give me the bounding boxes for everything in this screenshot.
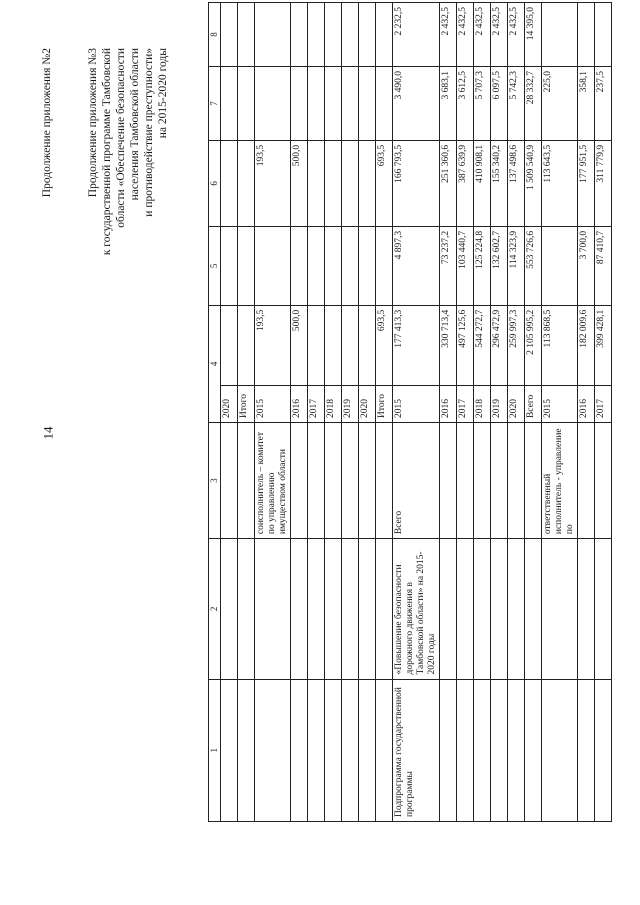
executor-cell — [221, 423, 238, 539]
total-cell: 693,5 — [376, 305, 393, 385]
executor-cell — [325, 423, 342, 539]
column-number: 2 — [209, 539, 221, 679]
other-cell — [238, 3, 255, 67]
regional-cell: 387 639,9 — [457, 140, 474, 226]
annex-header — [86, 48, 170, 255]
executor-cell: ответственный исполнитель - управление по — [542, 423, 578, 539]
federal-cell — [291, 226, 308, 305]
executor-cell — [525, 423, 542, 539]
other-cell — [595, 3, 612, 67]
program-cell — [542, 679, 578, 821]
executor-cell — [491, 423, 508, 539]
year-cell: 2016 — [291, 385, 308, 422]
federal-cell — [359, 226, 376, 305]
local-cell: 237,5 — [595, 66, 612, 140]
table-row — [325, 3, 342, 822]
other-cell — [308, 3, 325, 67]
table-row — [542, 3, 578, 822]
column-number: 3 — [209, 423, 221, 539]
title-cell — [474, 539, 491, 679]
title-cell — [342, 539, 359, 679]
regional-cell — [221, 140, 238, 226]
title-cell: «Повышение безопасности дорожного движения в Тамбовской области» на 2015-2020 годы — [393, 539, 440, 679]
regional-cell: 193,5 — [255, 140, 291, 226]
year-cell: 2017 — [595, 385, 612, 422]
local-cell: 6 097,5 — [491, 66, 508, 140]
executor-cell — [238, 423, 255, 539]
budget-table — [208, 2, 612, 822]
table-row — [491, 3, 508, 822]
executor-cell: Всего — [393, 423, 440, 539]
title-cell — [291, 539, 308, 679]
federal-cell — [221, 226, 238, 305]
executor-cell — [457, 423, 474, 539]
annex-line: области «Обеспечение безопасности — [115, 48, 127, 228]
regional-cell: 137 498,6 — [508, 140, 525, 226]
annex-line: к государственной программе Тамбовской — [101, 48, 113, 256]
program-cell — [457, 679, 474, 821]
local-cell: 3 490,0 — [393, 66, 440, 140]
year-cell: 2017 — [457, 385, 474, 422]
local-cell — [238, 66, 255, 140]
local-cell: 3 612,5 — [457, 66, 474, 140]
regional-cell — [238, 140, 255, 226]
table-row — [291, 3, 308, 822]
program-cell — [255, 679, 291, 821]
table-row — [457, 3, 474, 822]
executor-cell: соисполнитель – комитет по управлению имуществом области — [255, 423, 291, 539]
title-cell — [440, 539, 457, 679]
table-row — [578, 3, 595, 822]
program-cell — [376, 679, 393, 821]
title-cell — [457, 539, 474, 679]
column-number: 6 — [209, 140, 221, 226]
year-cell: 2015 — [255, 385, 291, 422]
title-cell — [238, 539, 255, 679]
program-cell — [308, 679, 325, 821]
local-cell: 28 332,7 — [525, 66, 542, 140]
column-number: 5 — [209, 226, 221, 305]
annex-line: и противодействие преступности» — [143, 48, 155, 217]
other-cell: 2 432,5 — [491, 3, 508, 67]
total-cell: 500,0 — [291, 305, 308, 385]
regional-cell: 251 360,6 — [440, 140, 457, 226]
other-cell — [255, 3, 291, 67]
program-cell — [342, 679, 359, 821]
program-cell — [291, 679, 308, 821]
regional-cell — [342, 140, 359, 226]
program-cell — [508, 679, 525, 821]
other-cell: 2 232,5 — [393, 3, 440, 67]
title-cell — [525, 539, 542, 679]
other-cell — [342, 3, 359, 67]
total-cell — [359, 305, 376, 385]
regional-cell: 155 340,2 — [491, 140, 508, 226]
table-row — [376, 3, 393, 822]
executor-cell — [508, 423, 525, 539]
executor-cell — [308, 423, 325, 539]
table-row — [595, 3, 612, 822]
year-cell: 2016 — [440, 385, 457, 422]
federal-cell — [376, 226, 393, 305]
federal-cell: 87 410,7 — [595, 226, 612, 305]
other-cell — [291, 3, 308, 67]
program-cell — [359, 679, 376, 821]
title-cell — [359, 539, 376, 679]
local-cell — [308, 66, 325, 140]
local-cell: 3 683,1 — [440, 66, 457, 140]
table-row — [308, 3, 325, 822]
local-cell: 5 742,3 — [508, 66, 525, 140]
federal-cell — [325, 226, 342, 305]
table-body — [209, 3, 612, 822]
table-row — [221, 3, 238, 822]
local-cell — [359, 66, 376, 140]
program-cell — [491, 679, 508, 821]
other-cell — [325, 3, 342, 67]
year-cell: 2016 — [578, 385, 595, 422]
executor-cell — [440, 423, 457, 539]
program-cell — [325, 679, 342, 821]
total-cell: 193,5 — [255, 305, 291, 385]
table-row — [474, 3, 491, 822]
regional-cell — [359, 140, 376, 226]
regional-cell: 1 509 540,9 — [525, 140, 542, 226]
table-row — [255, 3, 291, 822]
title-cell — [221, 539, 238, 679]
table-row — [393, 3, 440, 822]
continuation-title: Продолжение приложения №2 — [41, 48, 53, 198]
program-cell — [595, 679, 612, 821]
local-cell — [376, 66, 393, 140]
regional-cell: 166 793,5 — [393, 140, 440, 226]
total-cell: 2 105 995,2 — [525, 305, 542, 385]
regional-cell: 177 951,5 — [578, 140, 595, 226]
federal-cell — [542, 226, 578, 305]
year-cell: 2020 — [221, 385, 238, 422]
table-row — [440, 3, 457, 822]
other-cell — [221, 3, 238, 67]
column-number: 7 — [209, 66, 221, 140]
column-number: 8 — [209, 3, 221, 67]
executor-cell — [474, 423, 491, 539]
total-cell — [325, 305, 342, 385]
total-cell — [221, 305, 238, 385]
federal-cell: 132 602,7 — [491, 226, 508, 305]
annex-line: населения Тамбовской области — [129, 48, 141, 201]
total-cell: 182 009,6 — [578, 305, 595, 385]
federal-cell: 73 237,2 — [440, 226, 457, 305]
year-cell: 2017 — [308, 385, 325, 422]
title-cell — [542, 539, 578, 679]
annex-line: Продолжение приложения №3 — [87, 48, 99, 198]
program-cell: Подпрограмма государственной программы — [393, 679, 440, 821]
other-cell — [578, 3, 595, 67]
regional-cell: 500,0 — [291, 140, 308, 226]
other-cell: 14 395,0 — [525, 3, 542, 67]
federal-cell — [238, 226, 255, 305]
other-cell: 2 432,5 — [474, 3, 491, 67]
program-cell — [525, 679, 542, 821]
local-cell: 358,1 — [578, 66, 595, 140]
federal-cell: 114 323,9 — [508, 226, 525, 305]
total-cell: 259 997,3 — [508, 305, 525, 385]
year-cell: Итого — [238, 385, 255, 422]
total-cell — [238, 305, 255, 385]
regional-cell: 410 908,1 — [474, 140, 491, 226]
total-cell: 497 125,6 — [457, 305, 474, 385]
title-cell — [595, 539, 612, 679]
year-cell: 2020 — [508, 385, 525, 422]
year-cell: Итого — [376, 385, 393, 422]
local-cell — [291, 66, 308, 140]
executor-cell — [342, 423, 359, 539]
year-cell: 2019 — [491, 385, 508, 422]
page-number: 14 — [40, 426, 56, 440]
year-cell: 2018 — [325, 385, 342, 422]
local-cell — [342, 66, 359, 140]
program-cell — [221, 679, 238, 821]
table-row — [238, 3, 255, 822]
column-number: 1 — [209, 679, 221, 821]
other-cell — [376, 3, 393, 67]
title-cell — [308, 539, 325, 679]
federal-cell: 103 440,7 — [457, 226, 474, 305]
executor-cell — [578, 423, 595, 539]
executor-cell — [376, 423, 393, 539]
regional-cell — [308, 140, 325, 226]
total-cell: 544 272,7 — [474, 305, 491, 385]
year-cell: 2019 — [342, 385, 359, 422]
year-cell: 2018 — [474, 385, 491, 422]
executor-cell — [291, 423, 308, 539]
title-cell — [508, 539, 525, 679]
title-cell — [578, 539, 595, 679]
title-cell — [491, 539, 508, 679]
title-cell — [376, 539, 393, 679]
regional-cell: 311 779,9 — [595, 140, 612, 226]
local-cell — [221, 66, 238, 140]
federal-cell: 125 224,8 — [474, 226, 491, 305]
column-number-row — [209, 3, 221, 822]
other-cell — [542, 3, 578, 67]
total-cell — [342, 305, 359, 385]
other-cell: 2 432,5 — [457, 3, 474, 67]
federal-cell: 4 897,3 — [393, 226, 440, 305]
table-row — [359, 3, 376, 822]
total-cell: 113 868,5 — [542, 305, 578, 385]
other-cell: 2 432,5 — [440, 3, 457, 67]
local-cell: 5 707,3 — [474, 66, 491, 140]
program-cell — [578, 679, 595, 821]
total-cell: 296 472,9 — [491, 305, 508, 385]
other-cell — [359, 3, 376, 67]
other-cell: 2 432,5 — [508, 3, 525, 67]
year-cell: 2020 — [359, 385, 376, 422]
federal-cell: 553 726,6 — [525, 226, 542, 305]
regional-cell: 693,5 — [376, 140, 393, 226]
rotated-page — [0, 2, 640, 862]
local-cell — [255, 66, 291, 140]
total-cell — [308, 305, 325, 385]
year-cell: 2015 — [393, 385, 440, 422]
total-cell: 177 413,3 — [393, 305, 440, 385]
local-cell — [325, 66, 342, 140]
total-cell: 330 713,4 — [440, 305, 457, 385]
table-row — [525, 3, 542, 822]
federal-cell: 3 700,0 — [578, 226, 595, 305]
title-cell — [325, 539, 342, 679]
year-cell: 2015 — [542, 385, 578, 422]
total-cell: 399 428,1 — [595, 305, 612, 385]
local-cell: 225,0 — [542, 66, 578, 140]
annex-line: на 2015-2020 годы — [157, 48, 169, 139]
regional-cell — [325, 140, 342, 226]
federal-cell — [308, 226, 325, 305]
regional-cell: 113 643,5 — [542, 140, 578, 226]
executor-cell — [359, 423, 376, 539]
federal-cell — [255, 226, 291, 305]
program-cell — [238, 679, 255, 821]
table-row — [342, 3, 359, 822]
table-row — [508, 3, 525, 822]
program-cell — [474, 679, 491, 821]
executor-cell — [595, 423, 612, 539]
column-number: 4 — [209, 305, 221, 422]
program-cell — [440, 679, 457, 821]
title-cell — [255, 539, 291, 679]
federal-cell — [342, 226, 359, 305]
year-cell: Всего — [525, 385, 542, 422]
